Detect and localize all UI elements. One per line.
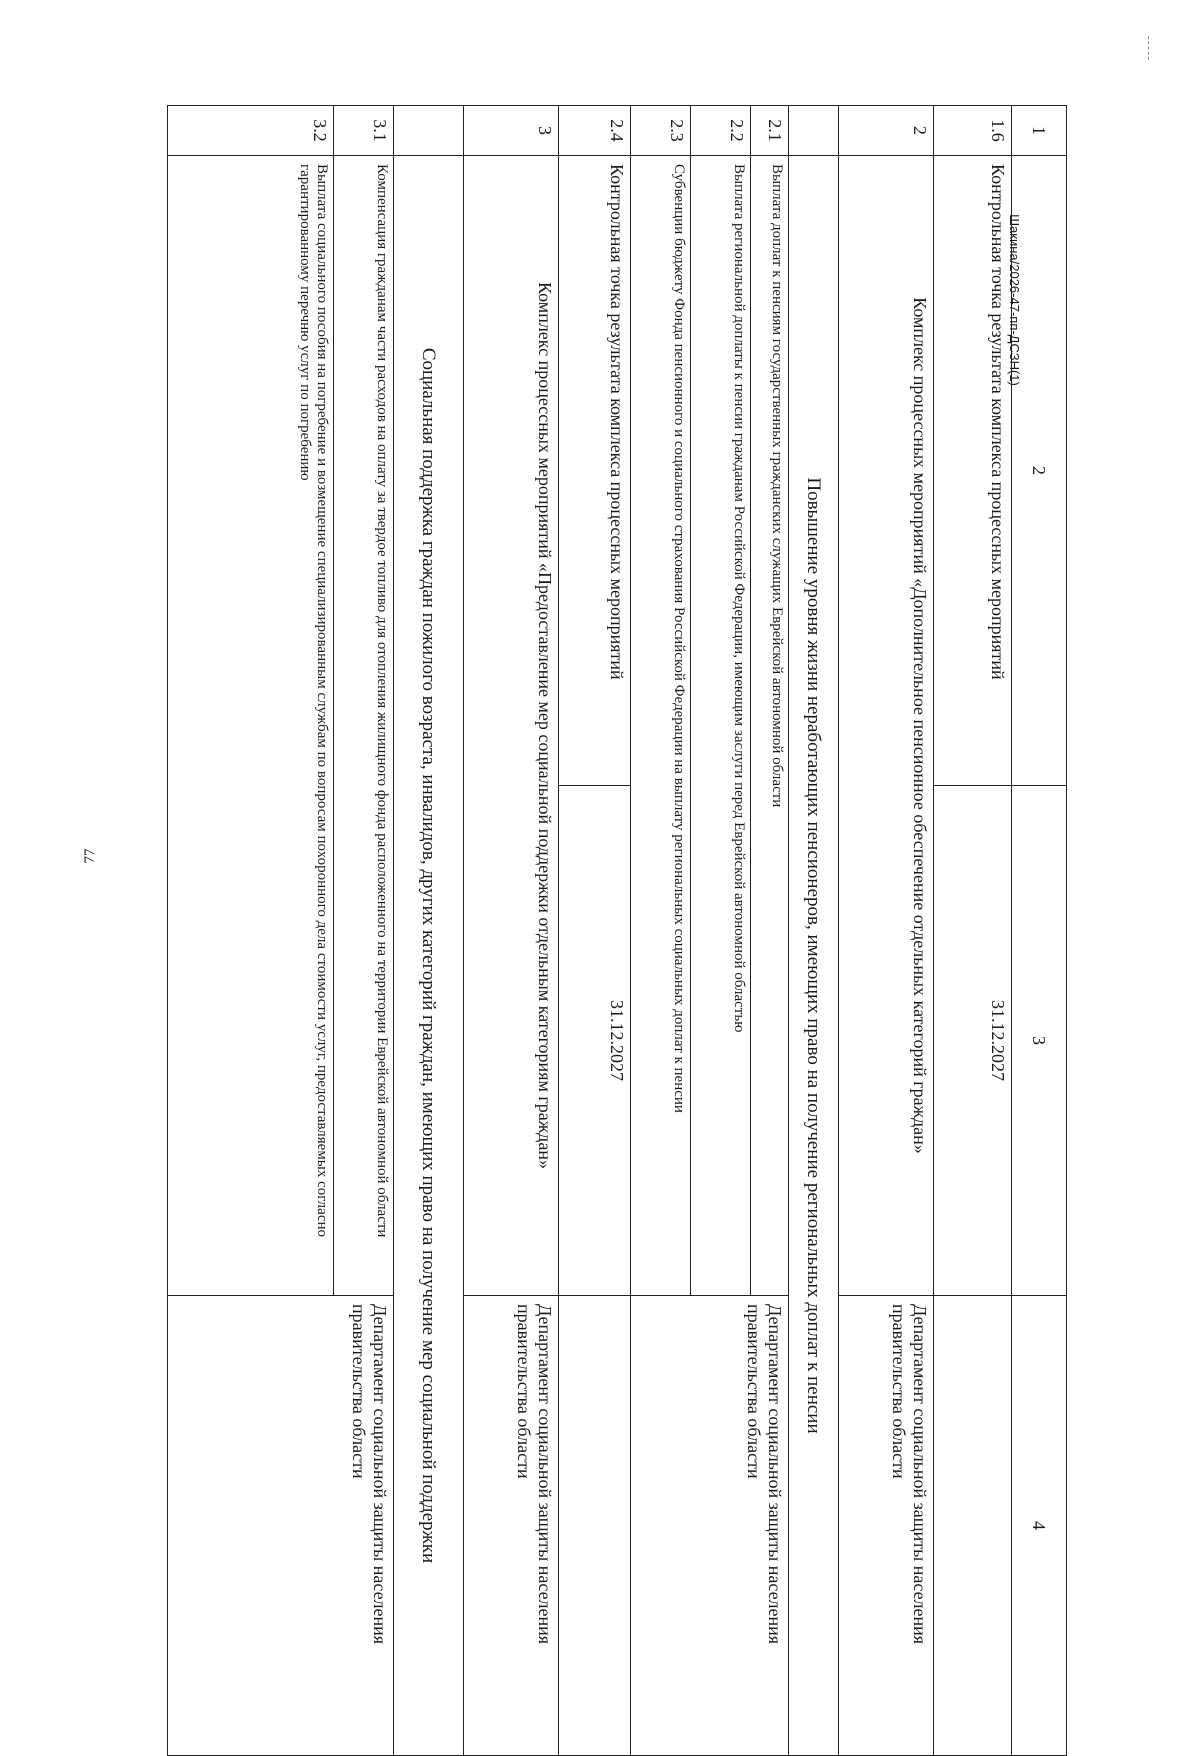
complex-title: Комплекс процессных мероприятий «Предоставление мер социальной поддержки отдельным категориям граждан» (464, 156, 559, 1296)
measure-text: Выплата доплат к пенсиям государственных гражданских служащих Еврейской автономной области (751, 156, 789, 1296)
plan-table (167, 105, 1067, 1755)
header-col-1: 1 (1012, 106, 1067, 156)
responsible: Департамент социальной защиты населения правительства области (464, 1296, 559, 1756)
section-goal: Социальная поддержка граждан пожилого возраста, инвалидов, других категорий граждан, имеющих право на получение мер социальной поддержки (394, 156, 464, 1756)
checkpoint-text: Контрольная точка результата комплекса процессных мероприятий (559, 156, 631, 786)
header-row (1012, 106, 1067, 1756)
page-number: 77 (82, 848, 98, 864)
table-row (934, 106, 1012, 1756)
table-row (839, 106, 934, 1756)
header-col-3: 3 (1012, 786, 1067, 1296)
margin-mark (1148, 36, 1157, 60)
measure-text: Выплата региональной доплаты к пенсии гражданам Российской Федерации, имеющим заслуги перед Еврейской автономной областью (691, 156, 751, 1296)
section-row (789, 106, 839, 1756)
row-number: 1.6 (934, 106, 1012, 156)
section-row (394, 106, 464, 1756)
row-number: 3 (464, 106, 559, 156)
table-row (559, 106, 631, 1756)
deadline: 31.12.2027 (559, 786, 631, 1296)
section-goal: Повышение уровня жизни неработающих пенсионеров, имеющих право на получение региональных доплат к пенсии (789, 156, 839, 1756)
measure-text: Субвенции бюджету Фонда пенсионного и социального страхования Российской Федерации на выплату региональных социальных доплат к пенсии (631, 156, 691, 1296)
header-col-2: 2 (1012, 156, 1067, 786)
measure-text: Выплата социального пособия на погребение и возмещение специализированным службам по вопросам похоронного дела стоимости услуг, предоставляемых согласно гарантированному перечню услуг по погребению (168, 156, 334, 1296)
responsible (934, 1296, 1012, 1756)
empty-cell (789, 106, 839, 156)
complex-title: Комплекс процессных мероприятий «Дополнительное пенсионное обеспечение отдельных категорий граждан» (839, 156, 934, 1296)
deadline: 31.12.2027 (934, 786, 1012, 1296)
table-row (334, 106, 394, 1756)
empty-cell (394, 106, 464, 156)
measure-text: Компенсация гражданам части расходов на оплату за твердое топливо для отопления жилищного фонда расположенного на территории Еврейской автономной области (334, 156, 394, 1296)
responsible: Департамент социальной защиты населения правительства области (168, 1296, 394, 1756)
row-number: 2.3 (631, 106, 691, 156)
row-number: 2 (839, 106, 934, 156)
checkpoint-text: Контрольная точка результата комплекса процессных мероприятий (934, 156, 1012, 786)
row-number: 2.4 (559, 106, 631, 156)
table-row (751, 106, 789, 1756)
row-number: 3.2 (168, 106, 334, 156)
row-number: 2.2 (691, 106, 751, 156)
header-col-4: 4 (1012, 1296, 1067, 1756)
row-number: 3.1 (334, 106, 394, 156)
row-number: 2.1 (751, 106, 789, 156)
responsible: Департамент социальной защиты населения правительства области (631, 1296, 789, 1756)
responsible: Департамент социальной защиты населения правительства области (839, 1296, 934, 1756)
empty-cell (559, 1296, 631, 1756)
document-code: Шакина/2026-47-пп-ДСЗН(1) (1007, 214, 1022, 386)
table-row (464, 106, 559, 1756)
